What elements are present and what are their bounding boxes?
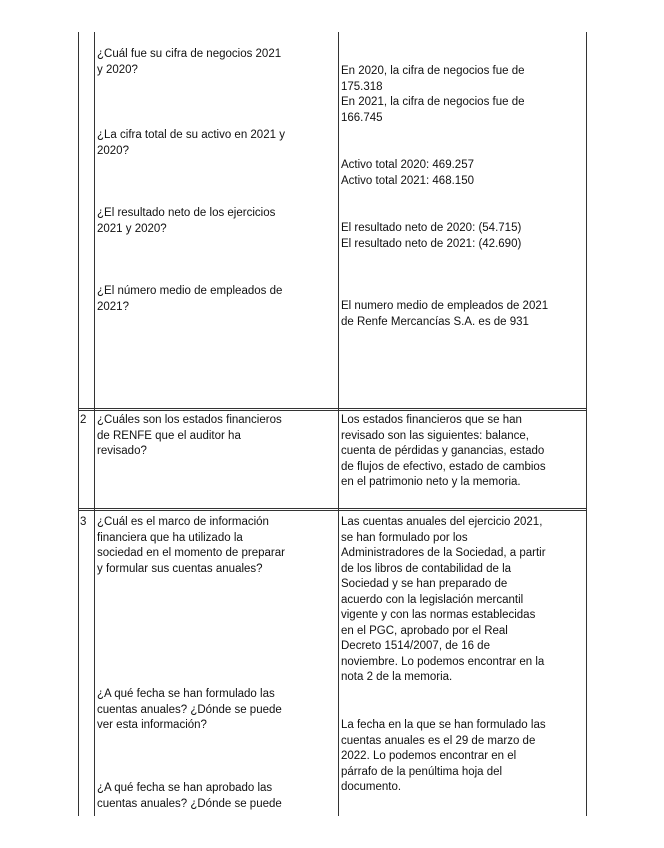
answer-estados-financieros: Los estados financieros que se han revisado son las siguientes: balance, cuenta de pérdidas y ganancias, estado de flujos de efectivo, estado de cambios en el patrimonio neto y la memoria. <box>341 414 546 488</box>
answer-activo-total: Activo total 2020: 469.257 Activo total 2021: 468.150 <box>341 159 474 187</box>
question-fecha-aprobacion: ¿A qué fecha se han aprobado las cuentas anuales? ¿Dónde se puede <box>97 782 282 810</box>
question-estados-financieros: ¿Cuáles son los estados financieros de RENFE que el auditor ha revisado? <box>97 414 282 457</box>
answer-marco-informacion: Las cuentas anuales del ejercicio 2021, se han formulado por los Administradores de la Sociedad, a partir de los libros de contabilidad de la Sociedad y se han preparado de acuerdo con la legislación mercantil vigente y con las normas establecidas en el PGC, aprobado por el Real Decreto 1514/2007, de 16 de noviembre. Lo podemos encontrar en la nota 2 de la memoria. <box>341 516 546 683</box>
answer-cifra-negocios: En 2020, la cifra de negocios fue de 175.318 En 2021, la cifra de negocios fue de 166.745 <box>341 65 525 124</box>
table-border-right <box>586 32 587 816</box>
table-border-middle <box>338 32 339 816</box>
row-number-2: 2 <box>80 414 87 426</box>
row-separator-1b <box>78 410 587 411</box>
answer-numero-empleados: El numero medio de empleados de 2021 de Renfe Mercancías S.A. es de 931 <box>341 300 549 328</box>
row-separator-2b <box>78 510 587 511</box>
answer-resultado-neto: El resultado neto de 2020: (54.715) El resultado neto de 2021: (42.690) <box>341 222 522 250</box>
question-marco-informacion: ¿Cuál es el marco de información financiera que ha utilizado la sociedad en el momento de preparar y formular sus cuentas anuales? <box>97 516 285 575</box>
question-resultado-neto: ¿El resultado neto de los ejercicios 2021 y 2020? <box>97 207 276 235</box>
question-activo-total: ¿La cifra total de su activo en 2021 y 2020? <box>97 129 285 157</box>
question-numero-empleados: ¿El número medio de empleados de 2021? <box>97 285 283 313</box>
row-number-3: 3 <box>80 516 87 528</box>
answer-fecha-formulacion: La fecha en la que se han formulado las cuentas anuales es el 29 de marzo de 2022. Lo podemos encontrar en el párrafo de la penúltima hoja del documento. <box>341 719 546 793</box>
question-fecha-formulacion: ¿A qué fecha se han formulado las cuentas anuales? ¿Dónde se puede ver esta información? <box>97 688 282 731</box>
table-border-left <box>78 32 79 816</box>
question-cifra-negocios: ¿Cuál fue su cifra de negocios 2021 y 2020? <box>97 48 282 76</box>
row-separator-1 <box>78 408 587 409</box>
table-border-numcol <box>94 32 95 816</box>
row-separator-2 <box>78 508 587 509</box>
